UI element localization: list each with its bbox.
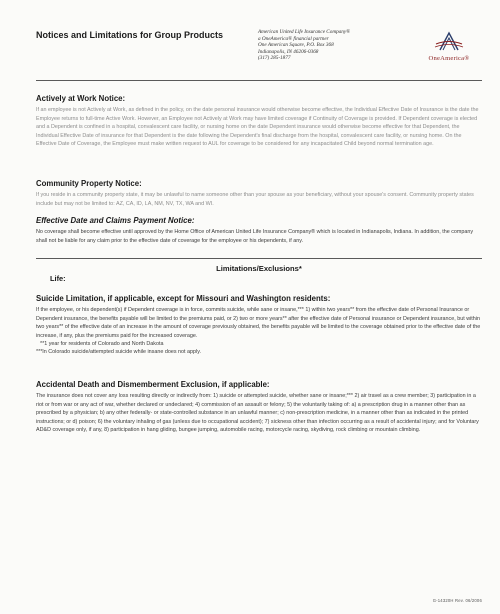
community-property-section bbox=[36, 179, 482, 208]
company-address-block bbox=[258, 29, 408, 62]
actively-at-work-text: If an employee is not Actively at Work, as defined in the policy, on the date personal insurance would otherwise become effective, the Individual Effective Date of Insurance is the date the Employee returns to full-time Active Work. However, an Employee not Actively at Work may have limited coverage if Continuity of Coverage is provided. If Dependent coverage is elected and a Dependent is confined in a hospital, convalescent care facility, or nursing home on the date Dependent insurance would otherwise become effective for that Dependent, the Individual Effective Date of insurance for that Dependent is the date following the Dependent's final discharge from the hospital, convalescent care facility, or nursing home. On the Effective Date of Coverage, the Employee must make written request to AUL for coverage to be considered for any incapacitated Child beyond normal termination age. bbox=[36, 107, 479, 148]
effective-date-text: No coverage shall become effective until approved by the Home Office of American United Life Insurance Company® which is located in Indianapolis, Indiana. In addition, the company shall not be liable for any claim prior to the effective date of coverage for the employee or his dependents, if any. bbox=[36, 229, 474, 244]
company-city: Indianapolis, IN 46206-0368 bbox=[258, 48, 319, 55]
suicide-limitation-text: If the employee, or his dependent(s) if Dependent coverage is in force, commits suicide, while sane or insane,*** 1) within two years** from the effective date of Personal Insurance or Dependent insurance, the benefits payable will be limited to the premiums paid, or 2) two or more years** after the effective date of Personal insurance or Dependent insurance, but within two years** of the effective date of an increase in the amount of coverage previously obtained, the benefits payable will be limited to the coverage obtained prior to the effective date of the increase, if any, plus the premiums paid for the increased coverage. bbox=[36, 307, 481, 339]
limitations-divider bbox=[36, 258, 482, 259]
company-tagline: a OneAmerica® financial partner bbox=[258, 35, 329, 42]
logo-text: OneAmerica® bbox=[428, 55, 470, 62]
community-property-heading: Community Property Notice: bbox=[36, 179, 142, 188]
document-title: Notices and Limitations for Group Products bbox=[36, 30, 224, 40]
suicide-limitation-section bbox=[36, 294, 482, 356]
community-property-text: If you reside in a community property state, it may be unlawful to name someone other than your spouse as your beneficiary, without your spouse's consent. Community property states include but may not be limited to: AZ, CA, ID, LA, NM, NV, TX, WA and WI. bbox=[36, 192, 474, 207]
add-exclusion-text: The insurance does not cover any loss resulting directly or indirectly from: 1) suicide or attempted suicide, whether sane or insane;*** 2) air travel as a crew member; 3) participation in a riot or from war or any act of war, whether declared or undeclared; 4) commission of an assault or felony; 5) the voluntarily taking of: a) a prescription drug in a manner other than as prescribed by a physician; b) any other federally- or state-controlled substance in an unlawful manner; c) non-prescription medicine, in a manner other than as indicated in the printed instructions; or d) poison; 6) the voluntary inhaling of gas (unless due to occupational accident); 7) sickness other than infection occurring as a result of accidental injury; and for Voluntary AD&D coverage only, if any, 8) participation in hang gliding, bungee jumping, automobile racing, motorcycle racing, skydiving, rock climbing or mountain climbing. bbox=[36, 393, 479, 434]
oneamerica-logo bbox=[414, 30, 484, 70]
company-street: One American Square, P.O. Box 368 bbox=[258, 42, 334, 49]
header-divider bbox=[36, 80, 482, 81]
limitations-title: Limitations/Exclusions* bbox=[216, 264, 302, 273]
actively-at-work-heading: Actively at Work Notice: bbox=[36, 94, 126, 103]
actively-at-work-section bbox=[36, 94, 482, 149]
suicide-limitation-heading: Suicide Limitation, if applicable, except for Missouri and Washington residents: bbox=[36, 294, 331, 303]
suicide-note-1: **1 year for residents of Colorado and North Dakota bbox=[40, 341, 164, 348]
company-phone: (317) 285-1877 bbox=[258, 55, 291, 62]
form-number: G-14320H Rev. 06/2006 bbox=[432, 598, 482, 603]
life-label: Life: bbox=[50, 274, 66, 283]
suicide-note-2: ***In Colorado suicide/attempted suicide while insane does not apply. bbox=[36, 349, 202, 356]
effective-date-heading: Effective Date and Claims Payment Notice: bbox=[36, 216, 195, 225]
logo-mark-icon bbox=[432, 30, 466, 54]
add-exclusion-section bbox=[36, 380, 482, 435]
add-exclusion-heading: Accidental Death and Dismemberment Exclusion, if applicable: bbox=[36, 380, 270, 389]
company-name: American United Life Insurance Company® bbox=[258, 29, 351, 35]
effective-date-section bbox=[36, 216, 482, 245]
